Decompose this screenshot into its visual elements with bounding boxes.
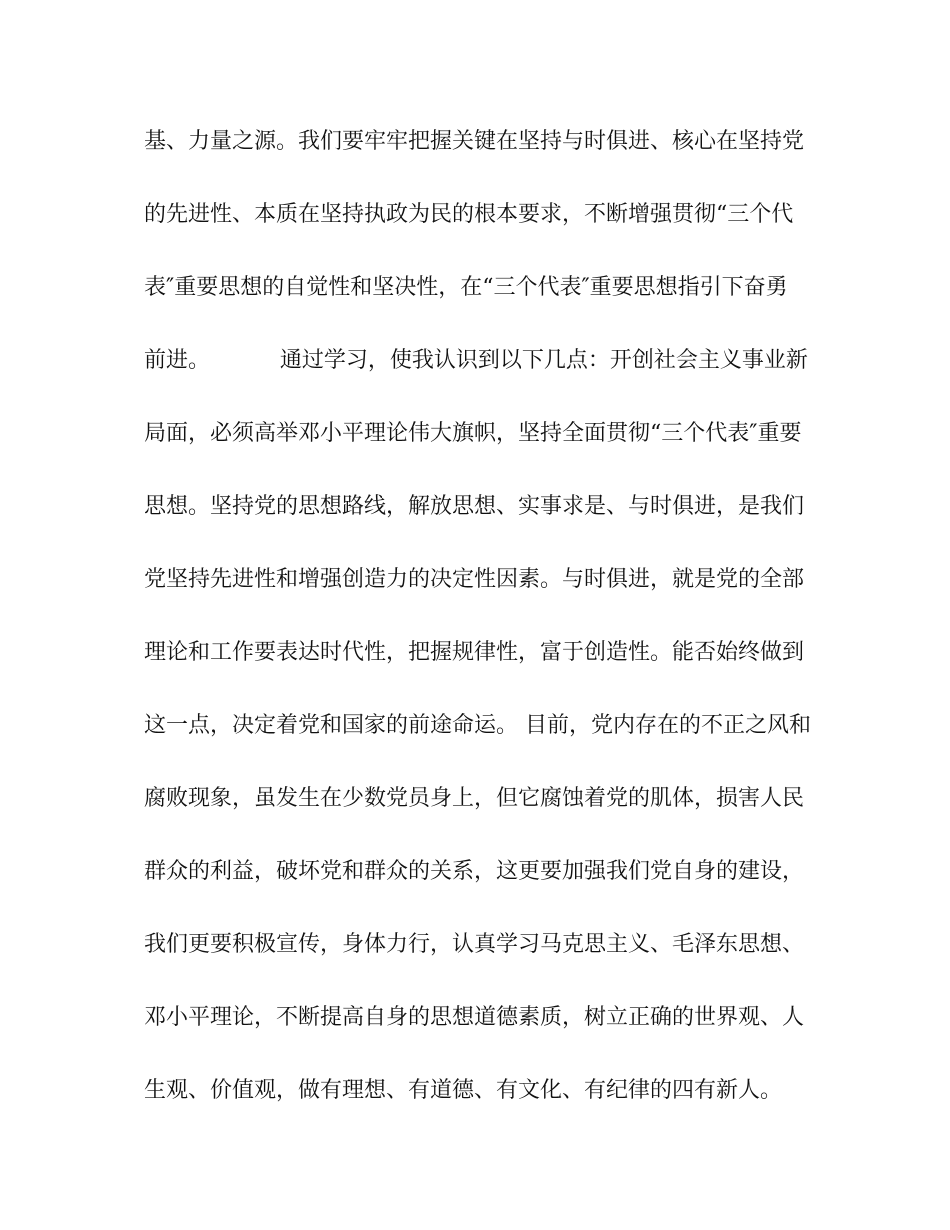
text-line-10: 腐败现象，虽发生在少数党员身上，但它腐蚀着党的肌体，损害人民	[144, 786, 805, 811]
text-line-3: 表″重要思想的自觉性和坚决性，在“三个代表″重要思想指引下奋勇	[144, 275, 788, 300]
text-line-6: 思想。坚持党的思想路线，解放思想、实事求是、与时俱进，是我们	[144, 494, 805, 519]
text-line-1: 基、力量之源。我们要牢牢把握关键在坚持与时俱进、核心在坚持党	[144, 129, 805, 154]
text-line-5: 局面，必须高举邓小平理论伟大旗帜，坚持全面贯彻“三个代表″重要	[144, 421, 802, 446]
text-line-13: 邓小平理论，不断提高自身的思想道德素质，树立正确的世界观、人	[144, 1005, 805, 1030]
text-line-14: 生观、价值观，做有理想、有道德、有文化、有纪律的四有新人。	[144, 1078, 783, 1103]
body-text	[144, 124, 816, 1146]
text-line-2: 的先进性、本质在坚持执政为民的根本要求，不断增强贯彻“三个代	[144, 202, 794, 227]
text-line-4: 前进。 通过学习，使我认识到以下几点：开创社会主义事业新	[144, 348, 808, 373]
text-line-12: 我们更要积极宣传，身体力行，认真学习马克思主义、毛泽东思想、	[144, 932, 805, 957]
text-line-9: 这一点，决定着党和国家的前途命运。 目前，党内存在的不正之风和	[144, 713, 811, 738]
text-line-8: 理论和工作要表达时代性，把握规律性，富于创造性。能否始终做到	[144, 640, 805, 665]
text-line-11: 群众的利益，破坏党和群众的关系，这更要加强我们党自身的建设，	[144, 859, 805, 884]
text-line-7: 党坚持先进性和增强创造力的决定性因素。与时俱进，就是党的全部	[144, 567, 805, 592]
